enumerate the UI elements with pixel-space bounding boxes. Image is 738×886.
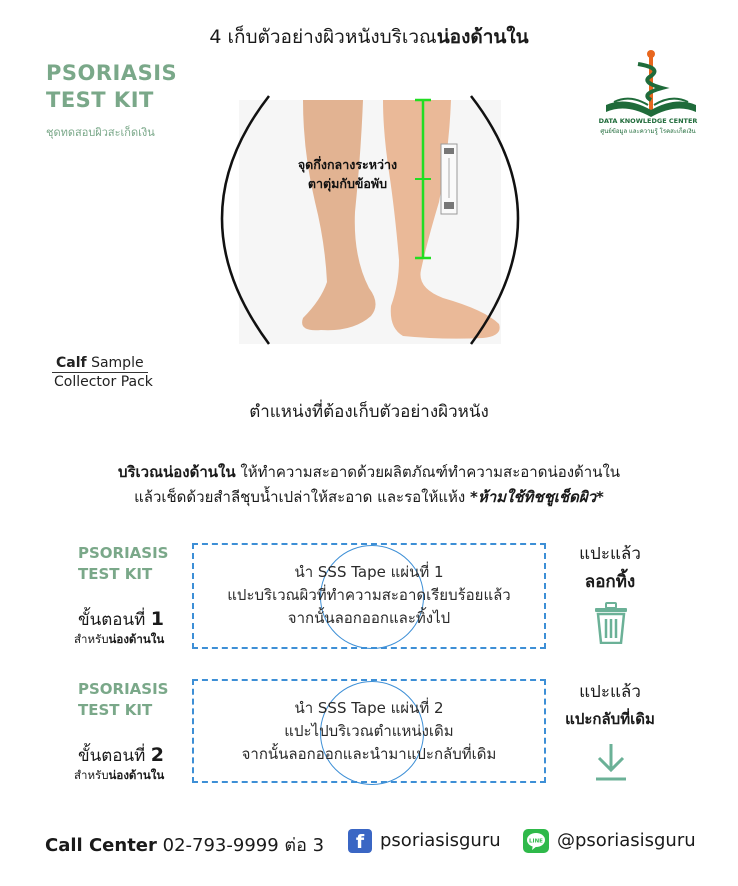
cleaning-instructions — [40, 460, 698, 510]
figure-caption: ตำแหน่งที่ต้องเก็บตัวอย่างผิวหนัง — [249, 402, 489, 422]
pack-line1 — [52, 354, 148, 373]
instr-line1: ให้ทำความสะอาดด้วยผลิตภัณฑ์ทำความสะอาดน่องด้านใน — [235, 463, 621, 481]
step2-brand — [78, 679, 168, 721]
step1-number — [78, 606, 164, 633]
instr-line2: แล้วเช็ดด้วยสำลีชุบน้ำเปล่าให้สะอาด และรอให้แห้ง — [134, 488, 470, 506]
logo-subtitle: ศูนย์ข้อมูล และความรู้ โรคสะเก็ดเงิน — [600, 128, 696, 135]
step1-box — [192, 543, 546, 649]
step1-num: 1 — [150, 608, 164, 630]
pack-sample: Sample — [86, 355, 144, 371]
instr-bold: บริเวณน่องด้านใน — [117, 463, 236, 481]
page-title — [0, 22, 738, 52]
step1-for — [74, 631, 164, 649]
step2-number — [78, 742, 164, 769]
midpoint-label-line1: จุดกึ่งกลางระหว่าง — [297, 157, 398, 172]
step1-label: ขั้นตอนที่ — [78, 610, 151, 630]
call-center-label: Call Center — [45, 835, 157, 856]
step2-for-bold: น่องด้านใน — [108, 768, 165, 782]
step2-text1: นำ SSS Tape แผ่นที่ 2 — [294, 699, 444, 717]
brand-line2: TEST KIT — [46, 88, 154, 112]
facebook-icon: f — [348, 829, 372, 853]
step2-label: ขั้นตอนที่ — [78, 746, 151, 766]
midpoint-label — [280, 155, 415, 193]
brand-line1: PSORIASIS — [46, 61, 178, 85]
svg-text:LINE: LINE — [529, 838, 543, 845]
step2-for-label: สำหรับ — [74, 768, 109, 782]
line-handle: @psoriasisguru — [557, 830, 696, 851]
midpoint-label-line2: ตาตุ่มกับข้อพับ — [307, 176, 388, 191]
step1-for-bold: น่องด้านใน — [108, 632, 165, 646]
download-arrow-icon — [593, 742, 629, 782]
brand-title — [46, 60, 177, 114]
line-icon — [523, 829, 549, 853]
step1-brand-line1: PSORIASIS — [78, 544, 169, 562]
pack-calf: Calf — [56, 355, 87, 371]
leg-illustration — [203, 92, 533, 350]
pack-label — [52, 354, 155, 391]
instr-warning: *ห้ามใช้ทิชชูเช็ดผิว* — [470, 488, 604, 506]
call-center-phone: 02-793-9999 ต่อ 3 — [156, 835, 325, 856]
step2-brand-line2: TEST KIT — [78, 701, 153, 719]
step1-text1: นำ SSS Tape แผ่นที่ 1 — [294, 563, 444, 581]
step1-brand — [78, 543, 168, 585]
step1-brand-line2: TEST KIT — [78, 565, 153, 583]
step1-for-label: สำหรับ — [74, 632, 109, 646]
step1-text2: แปะบริเวณผิวที่ทำความสะอาดเรียบร้อยแล้ว — [227, 586, 511, 604]
pack-line2: Collector Pack — [54, 374, 153, 390]
step2-box — [192, 679, 546, 783]
step1-side1: แปะแล้ว — [579, 544, 641, 564]
trash-icon — [593, 602, 629, 644]
step2-side1: แปะแล้ว — [579, 682, 641, 702]
step2-num: 2 — [150, 744, 164, 766]
call-center — [45, 830, 324, 859]
step2-for — [74, 767, 164, 785]
step1-text3: จากนั้นลอกออกและทิ้งไป — [287, 609, 451, 627]
brand-subtitle: ชุดทดสอบผิวสะเก็ดเงิน — [46, 126, 155, 139]
step1-side2: ลอกทิ้ง — [584, 572, 636, 592]
facebook-handle: psoriasisguru — [380, 830, 501, 851]
title-bold: น่องด้านใน — [436, 26, 529, 48]
step2-text2: แปะไปบริเวณตำแหน่งเดิม — [284, 722, 454, 740]
step2-brand-line1: PSORIASIS — [78, 680, 169, 698]
logo-name: DATA KNOWLEDGE CENTER — [598, 117, 698, 125]
step2-side2: แปะกลับที่เดิม — [565, 710, 655, 728]
step2-text3: จากนั้นลอกออกและนำมาแปะกลับที่เดิม — [241, 745, 497, 763]
title-prefix: 4 เก็บตัวอย่างผิวหนังบริเวณ — [209, 26, 437, 48]
